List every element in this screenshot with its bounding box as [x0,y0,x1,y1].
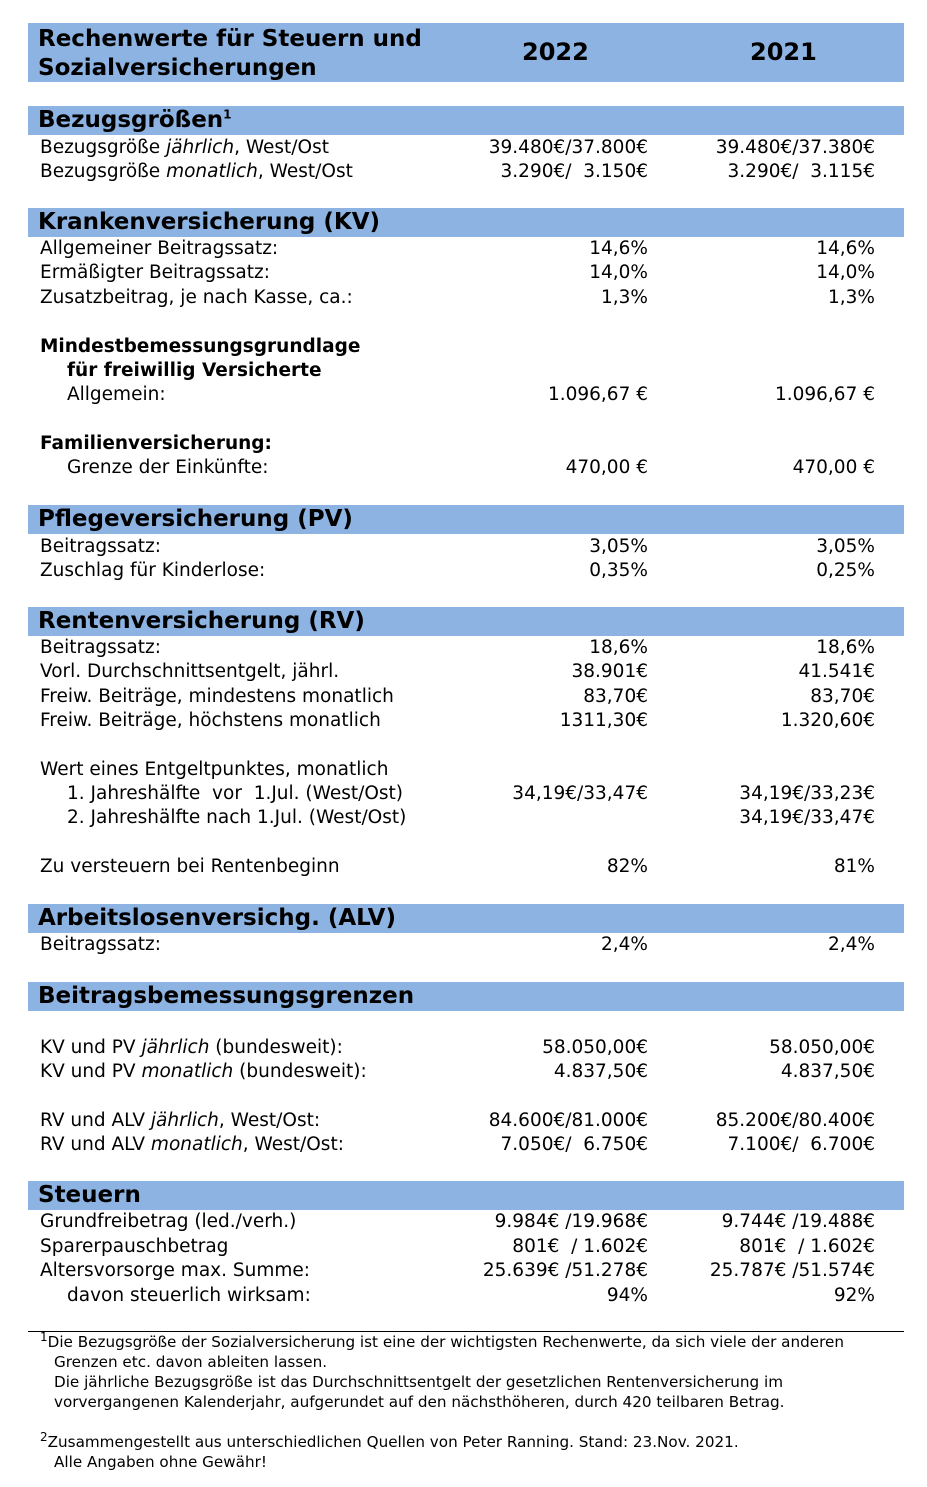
row-label: Freiw. Beiträge, höchstens monatlich [40,710,381,731]
subheading: Familienversicherung: [40,433,272,454]
value-2021: 34,19€/33,47€ [739,807,875,828]
year-2022-header: 2022 [522,38,589,66]
value-2021: 1,3% [828,287,875,308]
row-label: Beitragssatz: [40,536,161,557]
table-row [0,855,927,879]
value-2021: 801€ / 1.602€ [739,1236,875,1257]
row-label: Beitragssatz: [40,637,161,658]
value-2022: 14,6% [589,238,648,259]
label-part: (bundesweit): [233,1061,367,1082]
value-2021: 81% [833,856,875,877]
value-2021: 14,6% [816,238,875,259]
value-2021: 470,00 € [792,457,875,478]
label-part: RV und ALV [40,1110,151,1131]
table-row [0,383,927,407]
section-steuern-header [28,1181,904,1210]
label-emphasis: monatlich [150,1134,243,1155]
table-row [0,136,927,160]
table-row [0,261,927,285]
value-2021: 34,19€/33,23€ [739,783,875,804]
row-label: Sparerpauschbetrag [40,1236,229,1257]
section-title: Arbeitslosenversichg. (ALV) [38,905,396,931]
value-2022: 470,00 € [565,457,648,478]
table-row [0,1133,927,1157]
footnote-text: Die Bezugsgröße der Sozialversicherung ist eine der wichtigsten Rechenwerte, da sich viele der anderen [47,1333,844,1351]
section-bezugsgroessen-header [28,106,904,135]
header-band [28,23,904,82]
label-emphasis: jährlich [150,1110,219,1131]
value-2021: 85.200€/80.400€ [715,1110,875,1131]
table-row [0,636,927,660]
footnote-2 [40,1429,739,1472]
label-part: Bezugsgröße [40,137,167,158]
section-title: Beitragsbemessungsgrenzen [38,983,415,1009]
footnote-text: Zusammengestellt aus unterschiedlichen Quellen von Peter Ranning. Stand: 23.Nov. 2021. [47,1433,739,1451]
table-row [0,1210,927,1234]
subheading: Mindestbemessungsgrundlage [40,336,361,357]
row-label: davon steuerlich wirksam: [67,1285,311,1306]
section-alv-header [28,904,904,933]
value-2021: 39.480€/37.380€ [715,137,875,158]
value-2021: 2,4% [828,934,875,955]
table-row [0,709,927,733]
value-2021: 1.320,60€ [780,710,875,731]
footnote-marker: 1 [40,1329,48,1344]
value-2022: 4.837,50€ [553,1061,648,1082]
row-label [40,1036,343,1060]
section-title: Pflegeversicherung (PV) [38,506,353,532]
row-label: Grenze der Einkünfte: [67,457,269,478]
section-bbg-header [28,982,904,1011]
table-row [0,1036,927,1060]
row-label: 2. Jahreshälfte nach 1.Jul. (West/Ost) [67,807,407,828]
value-2022: 0,35% [589,560,648,581]
value-2021: 0,25% [816,560,875,581]
value-2022: 25.639€ /51.278€ [482,1260,648,1281]
row-label: Ermäßigter Beitragssatz: [40,262,270,283]
value-2022: 801€ / 1.602€ [512,1236,648,1257]
subheading: Wert eines Entgeltpunktes, monatlich [40,759,389,780]
value-2021: 25.787€ /51.574€ [709,1260,875,1281]
value-2022: 82% [606,856,648,877]
subheading-row [0,758,927,782]
row-label [40,1133,344,1157]
label-part: , West/Ost: [218,1110,321,1131]
row-label: Altersvorsorge max. Summe: [40,1260,310,1281]
table-row [0,1284,927,1308]
value-2021: 4.837,50€ [780,1061,875,1082]
year-2021-header: 2021 [750,38,817,66]
row-label [40,1060,367,1084]
label-part: Bezugsgröße [40,161,167,182]
label-part: KV und PV [40,1061,142,1082]
title-line-2: Sozialversicherungen [38,55,317,81]
value-2021: 7.100€/ 6.700€ [727,1134,875,1155]
table-row [0,933,927,957]
label-emphasis: monatlich [166,161,258,182]
value-2022: 7.050€/ 6.750€ [500,1134,648,1155]
row-label: Zu versteuern bei Rentenbeginn [40,856,340,877]
section-kv-header [28,208,904,237]
value-2022: 83,70€ [583,686,648,707]
section-title-text: Bezugsgrößen [38,107,224,133]
value-2021: 18,6% [816,637,875,658]
value-2022: 3.290€/ 3.150€ [500,161,648,182]
value-2021: 9.744€ /19.488€ [721,1211,875,1232]
label-emphasis: monatlich [141,1061,234,1082]
row-label [40,136,329,160]
row-label: Vorl. Durchschnittsentgelt, jährl. [40,661,340,682]
section-pv-header [28,505,904,534]
value-2021: 1.096,67 € [774,384,875,405]
value-2021: 92% [833,1285,875,1306]
row-label: Beitragssatz: [40,934,161,955]
table-row [0,1259,927,1283]
label-part: , West/Ost [257,161,353,182]
table-row [0,237,927,261]
value-2022: 1311,30€ [559,710,648,731]
footnote-marker: 2 [40,1429,48,1444]
row-label: Grundfreibetrag (led./verh.) [40,1211,297,1232]
value-2022: 14,0% [589,262,648,283]
label-emphasis: jährlich [166,137,235,158]
table-row [0,685,927,709]
table-row [0,806,927,830]
table-row [0,1235,927,1259]
row-label: Zusatzbeitrag, je nach Kasse, ca.: [40,287,353,308]
value-2022: 9.984€ /19.968€ [494,1211,648,1232]
section-title: Krankenversicherung (KV) [38,209,381,235]
row-label: Allgemein: [67,384,166,405]
table-row [0,286,927,310]
value-2021: 3.290€/ 3.115€ [727,161,875,182]
table-row [0,782,927,806]
row-label: Freiw. Beiträge, mindestens monatlich [40,686,394,707]
value-2021: 83,70€ [810,686,875,707]
value-2022: 58.050,00€ [542,1037,648,1058]
row-label: Allgemeiner Beitragssatz: [40,238,279,259]
value-2022: 94% [606,1285,648,1306]
section-rv-header [28,607,904,636]
table-row [0,1109,927,1133]
label-part: , West/Ost [234,137,329,158]
subheading: für freiwillig Versicherte [67,360,322,381]
footnote-line: Die jährliche Bezugsgröße ist das Durchschnittsentgelt der gesetzlichen Rentenversicherung im [54,1373,784,1391]
value-2022: 34,19€/33,47€ [512,783,648,804]
subheading-row [0,335,927,359]
table-row [0,660,927,684]
row-label [40,160,353,184]
footnote-line [40,1429,739,1452]
table-row [0,1060,927,1084]
value-2022: 3,05% [589,536,648,557]
value-2021: 3,05% [816,536,875,557]
value-2022: 18,6% [589,637,648,658]
value-2022: 2,4% [601,934,648,955]
label-emphasis: jährlich [141,1037,210,1058]
footnote-line: Grenzen etc. davon ableiten lassen. [54,1353,328,1371]
section-title: Steuern [38,1182,141,1208]
value-2021: 14,0% [816,262,875,283]
section-title: Rentenversicherung (RV) [38,608,365,634]
footnote-line: vorvergangenen Kalenderjahr, aufgerundet auf den nächsthöheren, durch 420 teilbaren Betrag. [54,1393,785,1411]
value-2022: 38.901€ [571,661,648,682]
value-2021: 58.050,00€ [769,1037,875,1058]
row-label [40,1109,320,1133]
subheading-row [0,359,927,383]
label-part: KV und PV [40,1037,142,1058]
page-title [38,25,422,83]
table-row [0,456,927,480]
footnote-line: Alle Angaben ohne Gewähr! [54,1453,267,1471]
row-label: 1. Jahreshälfte vor 1.Jul. (West/Ost) [67,783,404,804]
footnote-1 [40,1329,844,1412]
value-2021: 41.541€ [798,661,875,682]
table-row [0,160,927,184]
label-part: (bundesweit): [209,1037,343,1058]
row-label: Zuschlag für Kinderlose: [40,560,266,581]
value-2022: 1.096,67 € [547,384,648,405]
value-2022: 1,3% [601,287,648,308]
value-2022: 39.480€/37.800€ [488,137,648,158]
table-row [0,559,927,583]
section-title [38,106,232,135]
title-line-1: Rechenwerte für Steuern und [38,26,422,52]
table-row [0,535,927,559]
label-part: , West/Ost: [242,1134,344,1155]
footnote-line [40,1329,844,1352]
label-part: RV und ALV [40,1134,151,1155]
subheading-row [0,432,927,456]
value-2022: 84.600€/81.000€ [488,1110,648,1131]
footnote-marker: 1 [223,107,232,122]
